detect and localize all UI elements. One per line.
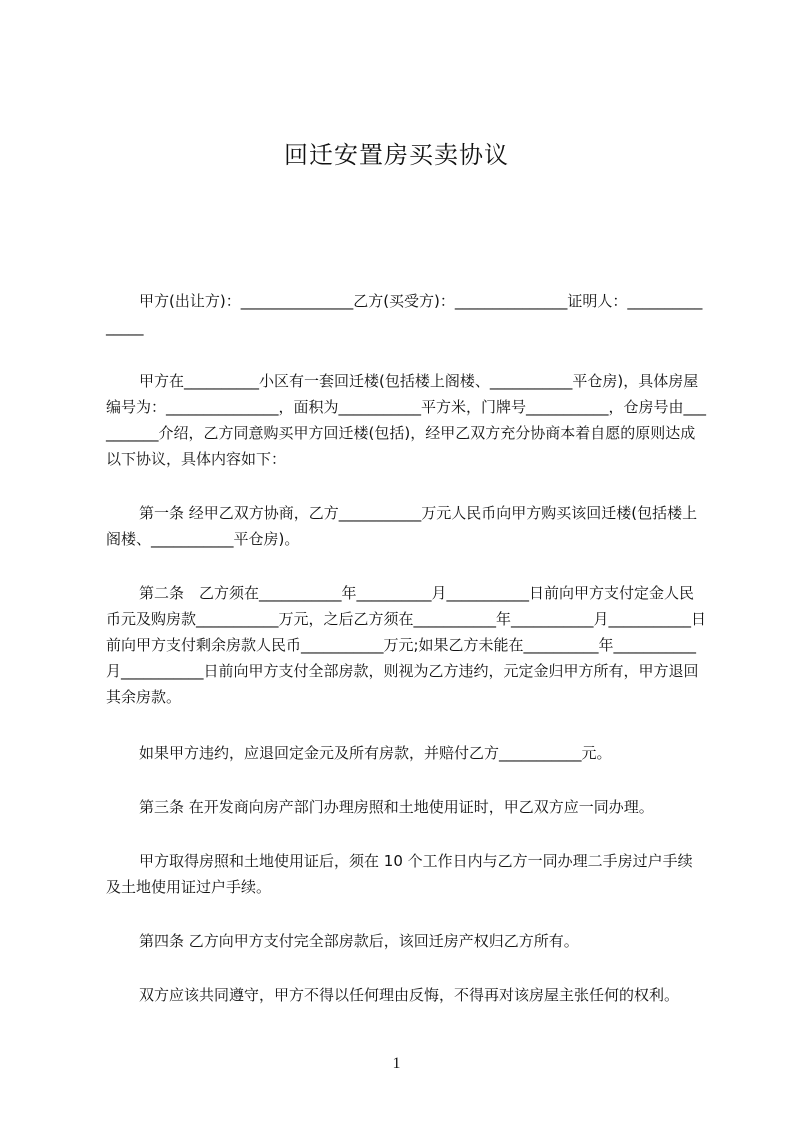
compliance-paragraph: 双方应该共同遵守，甲方不得以任何理由反悔，不得再对该房屋主张任何的权利。 <box>139 986 680 1004</box>
article-1-paragraph: 第一条 经甲乙双方协商，乙方___________万元人民币向甲方购买该回迁楼(包括楼上阁楼、___________平仓房)。 <box>106 504 698 548</box>
article-4-paragraph: 第四条 乙方向甲方支付完全部房款后，该回迁房产权归乙方所有。 <box>139 932 579 950</box>
transfer-paragraph: 甲方取得房照和土地使用证后，须在 10 个工作日内与乙方一同办理二手房过户手续及土地使用证过户手续。 <box>106 852 693 896</box>
intro-paragraph: 甲方在__________小区有一套回迁楼(包括楼上阁楼、___________平仓房)，具体房屋编号为：_______________，面积为___________平方米，门牌号___________，仓房号由__________介绍，乙方同意购买甲方回迁楼(包括)，经甲乙双方充分协商本着自愿的原则达成以下协议，具体内容如下： <box>106 372 707 468</box>
breach-paragraph: 如果甲方违约，应退回定金元及所有房款，并赔付乙方___________元。 <box>139 744 612 762</box>
article-3-paragraph: 第三条 在开发商向房产部门办理房照和土地使用证时，甲乙双方应一同办理。 <box>139 798 654 816</box>
article-2-paragraph: 第二条 乙方须在___________年__________月___________日前向甲方支付定金人民币元及购房款___________万元，之后乙方须在___________年___________月___________日前向甲方支付剩余房款人民币___________万元;如果乙方未能在__________年___________月___________日前向甲方支付全部房款，则视为乙方违约，元定金归甲方所有，甲方退回其余房款。 <box>106 584 707 706</box>
page-number: 1 <box>392 1055 401 1072</box>
document-title: 回迁安置房买卖协议 <box>284 141 509 169</box>
parties-paragraph: 甲方(出让方)：_______________乙方(买受方)：_______________证明人：_______________ <box>106 292 703 336</box>
